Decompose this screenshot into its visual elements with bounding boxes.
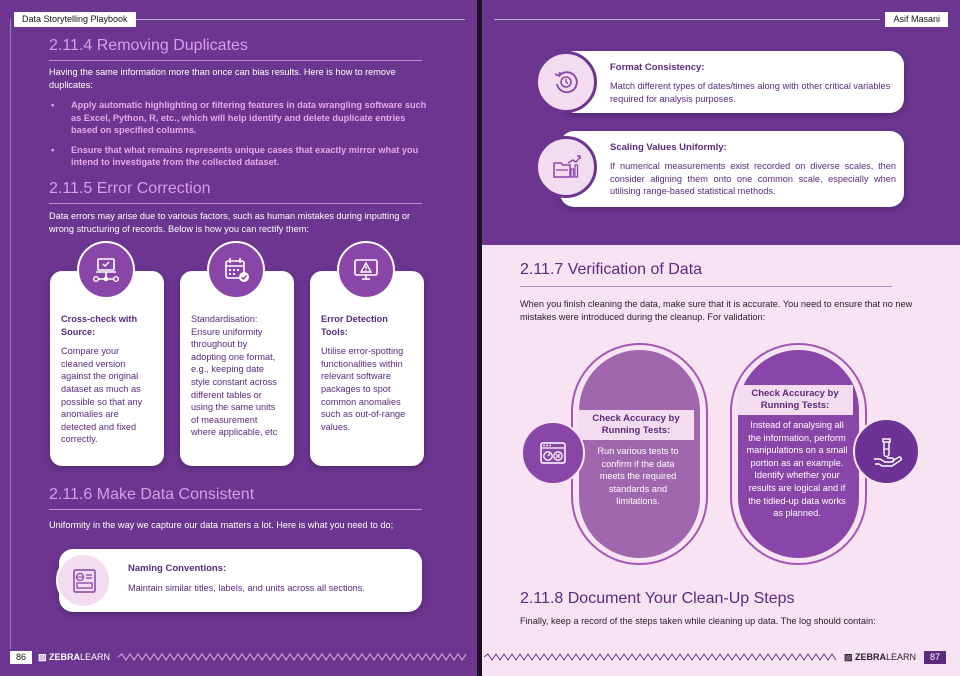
section-heading-consistent: 2.11.6 Make Data Consistent [49,486,255,503]
laptop-network-icon [77,241,135,299]
brand-suffix: LEARN [80,652,111,662]
left-page [0,0,477,676]
header-rule [130,19,465,20]
hand-test-tube-icon [853,418,920,485]
running-head-left: Data Storytelling Playbook [14,12,136,27]
document-layout-icon [56,553,111,608]
pill-body: Instead of analysing all the information, perform manipulations on a small portion as an example. Identify whether your results are logical and if the tidied-up data works as planned. [746,420,848,519]
section-heading-document-steps: 2.11.8 Document Your Clean-Up Steps [520,590,795,607]
card-standardisation [180,271,294,466]
folder-chart-icon [535,136,597,198]
card-body: Maintain similar titles, labels, and units across all sections. [128,583,365,593]
margin-rule [10,19,11,649]
card-title: Naming Conventions: [128,563,227,574]
zebra-icon: ▨ [38,652,50,662]
monitor-warning-icon [337,241,395,299]
brand-suffix: LEARN [886,652,917,662]
consistent-intro: Uniformity in the way we capture our data matters a lot. Here is what you need to do; [49,520,394,530]
removing-duplicates-intro: Having the same information more than once can bias results. Here is how to remove duplicates: [49,67,396,90]
card-body: Compare your cleaned version against the original dataset as much as possible so that any anomalies are detected and fixed correctly. [61,346,143,445]
card-body: Ensure uniformity throughout by adopting one format, e.g., keeping date style constant across different tables or using the same units of measurement where applicable, etc [191,326,278,438]
refresh-clock-icon [535,51,597,113]
error-correction-intro: Data errors may arise due to various factors, such as human mistakes during inputting or wrong structuring of records. Below is how you can rectify them: [49,211,411,234]
zebra-icon: ▨ [844,652,856,662]
card-body: Match different types of dates/times along with other critical variables required for analysis purposes. [610,81,891,104]
card-title: Cross-check with Source: [61,314,138,337]
card-cross-check [50,271,164,466]
card-scaling-values [560,131,904,207]
card-title: Scaling Values Uniformly: [610,142,727,153]
section-heading-verification: 2.11.7 Verification of Data [520,261,703,278]
card-title: Format Consistency: [610,62,705,73]
heading-underline [49,203,422,204]
calendar-check-icon [207,241,265,299]
section-heading-error-correction: 2.11.5 Error Correction [49,180,211,197]
zigzag-divider [484,652,839,662]
right-top-band [482,0,960,245]
brand-name: ZEBRA [855,652,887,662]
page-number-right: 87 [924,651,946,664]
duplicates-bullet-list [49,99,427,176]
card-format-consistency [560,51,904,113]
browser-gauge-icon [521,421,585,485]
heading-underline [49,60,422,61]
right-page [482,0,960,676]
brand-logo-right [844,651,916,663]
pill-title: Check Accuracy by Running Tests: [578,410,694,440]
heading-underline [520,286,892,287]
brand-name: ZEBRA [49,652,81,662]
document-steps-intro: Finally, keep a record of the steps taken while cleaning up data. The log should contain: [520,616,876,626]
heading-underline [49,509,422,510]
running-head-right: Asif Masani [885,12,948,27]
card-title: Standardisation: [191,314,258,324]
zigzag-divider [118,652,468,662]
header-rule [494,19,880,20]
card-body: Utilise error-spotting functionalities within relevant software packages to spot common anomalies such as out-of-range values. [321,346,406,432]
list-item: • Apply automatic highlighting or filtering features in data wrangling software such as Excel, Python, R, etc., which will help identify and delete duplicate entries based on specified columns. [49,99,427,137]
page-number-left: 86 [10,651,32,664]
card-naming-conventions [59,549,422,612]
card-body: If numerical measurements exist recorded on diverse scales, then consider aligning them onto one common scale, especially when utilising range-based statistical methods. [610,161,896,197]
list-item: • Ensure that what remains represents unique cases that exactly mirror what you intend to investigate from the collected dataset. [49,144,427,169]
pill-body: Run various tests to confirm if the data meets the required standards and limitations. [597,446,679,507]
card-error-detection [310,271,424,466]
card-title: Error Detection Tools: [321,314,388,337]
pill-title: Check Accuracy by Running Tests: [737,385,853,415]
section-heading-removing-duplicates: 2.11.4 Removing Duplicates [49,37,248,54]
brand-logo-left [38,651,110,663]
verification-intro: When you finish cleaning the data, make sure that it is accurate. You need to ensure that no new mistakes were introduced during the cleanup. For validation: [520,299,913,322]
